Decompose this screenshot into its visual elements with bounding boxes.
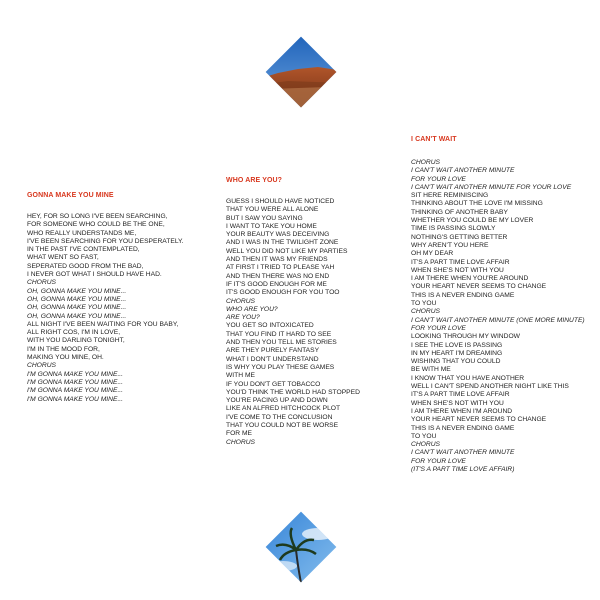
song-title: WHO ARE YOU?: [226, 177, 283, 184]
lyric-line: SEPERATED GOOD FROM THE BAD,: [27, 262, 144, 270]
lyric-line: I NEVER GOT WHAT I SHOULD HAVE HAD.: [27, 271, 162, 279]
lyric-chorus-line: I'M GONNA MAKE YOU MINE...: [27, 395, 124, 403]
lyric-chorus-line: (IT'S A PART TIME LOVE AFFAIR): [411, 465, 515, 473]
lyric-chorus-line: OH, GONNA MAKE YOU MINE...: [27, 295, 127, 303]
lyric-line: IT'S A PART TIME LOVE AFFAIR: [411, 258, 510, 266]
lyric-line: I AM THERE WHEN I'M AROUND: [411, 407, 513, 415]
lyric-chorus-line: I CAN'T WAIT ANOTHER MINUTE: [411, 449, 515, 457]
lyric-line: ALL RIGHT COS, I'M IN LOVE,: [27, 329, 121, 337]
lyric-line: WELL I CAN'T SPEND ANOTHER NIGHT LIKE THIS: [411, 383, 569, 391]
lyric-line: IN THE PAST I'VE CONTEMPLATED,: [27, 246, 140, 254]
lyric-line: IS WHY YOU PLAY THESE GAMES: [226, 363, 335, 371]
lyric-line: FOR SOMEONE WHO COULD BE THE ONE,: [27, 221, 165, 229]
lyric-chorus-line: I CAN'T WAIT ANOTHER MINUTE (ONE MORE MINUTE): [411, 316, 585, 324]
lyric-line: ALL NIGHT I'VE BEEN WAITING FOR YOU BABY,: [27, 320, 179, 328]
lyric-chorus-line: WHO ARE YOU?: [226, 305, 278, 313]
lyric-line: YOUR HEART NEVER SEEMS TO CHANGE: [411, 283, 547, 291]
lyric-chorus-line: OH, GONNA MAKE YOU MINE...: [27, 312, 127, 320]
lyric-chorus-line: CHORUS: [226, 297, 255, 305]
lyric-line: I SEE THE LOVE IS PASSING: [411, 341, 503, 349]
lyrics-column-gonna-make-you-mine: [27, 192, 184, 404]
lyric-line: WELL YOU DID NOT LIKE MY PARTIES: [226, 247, 348, 255]
lyric-line: BE WITH ME: [411, 366, 451, 374]
lyric-line: THAT YOU FIND IT HARD TO SEE: [226, 330, 332, 338]
lyric-line: YOU'RE PACING UP AND DOWN: [226, 397, 328, 405]
lyric-line: HEY, FOR SO LONG I'VE BEEN SEARCHING,: [27, 213, 168, 220]
lyric-chorus-line: I'M GONNA MAKE YOU MINE...: [27, 387, 124, 395]
lyric-line: IT'S A PART TIME LOVE AFFAIR: [411, 391, 510, 399]
lyric-line: NOTHING'S GETTING BETTER: [411, 233, 508, 241]
lyric-line: AND THEN YOU TELL ME STORIES: [226, 339, 337, 347]
lyric-line: MAKING YOU MINE, OH.: [27, 354, 104, 362]
lyric-line: SIT HERE REMINISCING: [411, 192, 489, 200]
lyric-chorus-line: I CAN'T WAIT ANOTHER MINUTE: [411, 167, 515, 175]
lyric-line: WHEN SHE'S NOT WITH YOU: [411, 266, 504, 274]
lyrics-block: [411, 159, 585, 474]
lyric-line: BUT I SAW YOU SAYING: [226, 214, 303, 222]
lyric-line: OH MY DEAR: [411, 250, 454, 258]
lyric-chorus-line: ARE YOU?: [226, 314, 260, 322]
lyric-chorus-line: CHORUS: [411, 159, 440, 166]
lyric-line: THIS IS A NEVER ENDING GAME: [411, 424, 515, 432]
lyric-line: AND THEN THERE WAS NO END: [226, 272, 330, 280]
lyric-chorus-line: OH, GONNA MAKE YOU MINE...: [27, 304, 127, 312]
lyric-line: TO YOU: [411, 432, 437, 440]
lyric-chorus-line: CHORUS: [411, 308, 440, 316]
lyric-line: IN MY HEART I'M DREAMING: [411, 349, 503, 357]
song-title: GONNA MAKE YOU MINE: [27, 192, 114, 199]
lyrics-block: [226, 198, 360, 447]
lyric-chorus-line: I CAN'T WAIT ANOTHER MINUTE FOR YOUR LOVE: [411, 183, 572, 191]
lyric-chorus-line: I'M GONNA MAKE YOU MINE...: [27, 378, 124, 386]
lyric-line: IT'S GOOD ENOUGH FOR YOU TOO: [226, 289, 340, 297]
lyric-line: I'VE COME TO THE CONCLUSION: [226, 413, 333, 421]
desert-rock-image: [266, 37, 337, 108]
lyric-line: YOU GET SO INTOXICATED: [226, 322, 314, 330]
lyric-chorus-line: CHORUS: [411, 441, 440, 449]
lyric-chorus-line: CHORUS: [27, 362, 56, 370]
lyric-line: WHETHER YOU COULD BE MY LOVER: [411, 217, 534, 225]
lyric-line: TO YOU: [411, 300, 437, 308]
lyric-line: WHAT WENT SO FAST,: [27, 254, 99, 262]
lyric-chorus-line: FOR YOUR LOVE: [411, 175, 466, 183]
lyric-line: LIKE AN ALFRED HITCHCOCK PLOT: [226, 405, 341, 413]
lyric-line: I AM THERE WHEN YOU'RE AROUND: [411, 275, 529, 283]
lyric-line: WISHING THAT YOU COULD: [411, 358, 501, 366]
lyric-line: WHY AREN'T YOU HERE: [411, 241, 489, 249]
lyric-chorus-line: FOR YOUR LOVE: [411, 457, 466, 465]
lyric-line: WITH ME: [226, 372, 255, 380]
lyric-line: ARE THEY PURELY FANTASY: [226, 347, 320, 355]
palm-photo-diamond: [266, 512, 337, 583]
lyric-line: FOR ME: [226, 430, 253, 438]
lyric-line: THIS IS A NEVER ENDING GAME: [411, 291, 515, 299]
lyric-chorus-line: OH, GONNA MAKE YOU MINE...: [27, 287, 127, 295]
lyric-line: YOU'D THINK THE WORLD HAD STOPPED: [226, 388, 360, 396]
lyric-line: THAT YOU WERE ALL ALONE: [226, 206, 319, 214]
palm-tree-image: [266, 512, 337, 583]
lyric-line: WITH YOU DARLING TONIGHT,: [27, 337, 125, 345]
lyric-line: AND THEN IT WAS MY FRIENDS: [226, 256, 328, 264]
lyric-line: WHEN SHE'S NOT WITH YOU: [411, 399, 504, 407]
lyric-line: I WANT TO TAKE YOU HOME: [226, 222, 317, 230]
lyric-line: IF YOU DON'T GET TOBACCO: [226, 380, 321, 388]
lyrics-block: [27, 213, 184, 404]
lyric-line: WHAT I DON'T UNDERSTAND: [226, 355, 319, 363]
lyric-chorus-line: I'M GONNA MAKE YOU MINE...: [27, 370, 124, 378]
lyric-line: THINKING OF ANOTHER BABY: [411, 208, 508, 216]
lyrics-column-who-are-you: [226, 177, 360, 447]
lyric-line: TIME IS PASSING SLOWLY: [411, 225, 496, 233]
desert-photo-diamond: [266, 37, 337, 108]
lyric-line: I'M IN THE MOOD FOR,: [27, 345, 100, 353]
lyric-chorus-line: FOR YOUR LOVE: [411, 324, 466, 332]
lyric-line: IF IT'S GOOD ENOUGH FOR ME: [226, 280, 327, 288]
lyric-line: GUESS I SHOULD HAVE NOTICED: [226, 198, 335, 205]
lyric-line: AT FIRST I TRIED TO PLEASE YAH: [226, 264, 335, 272]
lyric-line: YOUR BEAUTY WAS DECEIVING: [226, 231, 330, 239]
lyric-chorus-line: CHORUS: [27, 279, 56, 287]
lyric-line: I KNOW THAT YOU HAVE ANOTHER: [411, 374, 525, 382]
lyric-line: LOOKING THROUGH MY WINDOW: [411, 333, 520, 341]
lyric-line: WHO REALLY UNDERSTANDS ME,: [27, 229, 137, 237]
lyrics-column-i-cant-wait: [411, 136, 585, 474]
lyric-line: YOUR HEART NEVER SEEMS TO CHANGE: [411, 416, 547, 424]
lyric-line: AND I WAS IN THE TWILIGHT ZONE: [226, 239, 339, 247]
lyric-line: THAT YOU COULD NOT BE WORSE: [226, 422, 339, 430]
lyric-chorus-line: CHORUS: [226, 438, 255, 446]
lyric-line: I'VE BEEN SEARCHING FOR YOU DESPERATELY.: [27, 237, 184, 245]
lyric-line: THINKING ABOUT THE LOVE I'M MISSING: [411, 200, 543, 208]
song-title: I CAN'T WAIT: [411, 136, 457, 143]
